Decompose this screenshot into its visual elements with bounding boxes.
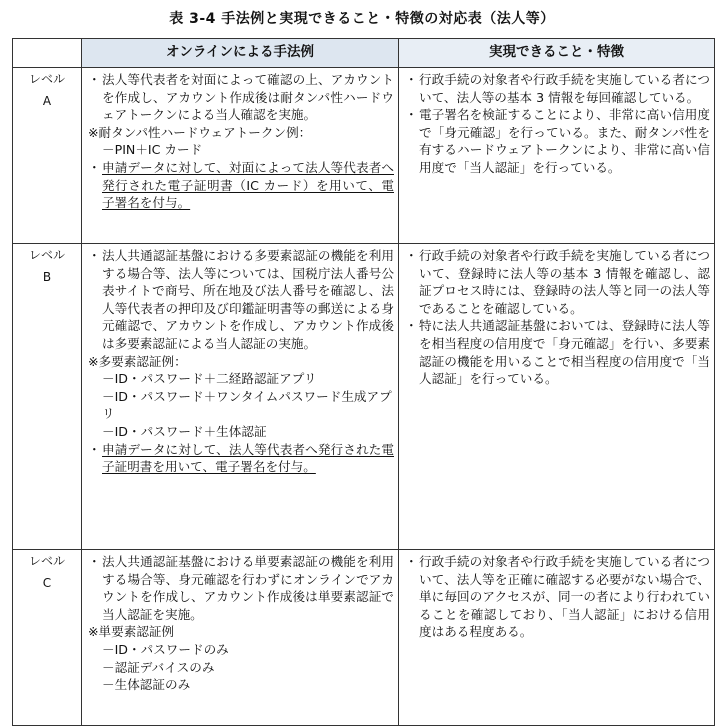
method-item: ・ 申請データに対して、対面によって法人等代表者へ発行された電子証明書（IC カード）を用いて、電子署名を付与。 xyxy=(88,159,394,212)
level-letter: B xyxy=(42,270,52,284)
level-label: レベル xyxy=(28,248,65,262)
features-list xyxy=(405,247,710,388)
level-letter: A xyxy=(42,94,52,108)
feature-item: ・ 特に法人共通認証基盤においては、登録時に法人等を相当程度の信用度で「身元確認」を行い、多要素認証の機能を用いることで相当程度の信用度で「当人認証」を行っている。 xyxy=(405,317,710,387)
example-line: －ID・パスワード＋二経路認証アプリ xyxy=(102,371,317,387)
features-list xyxy=(405,553,710,641)
level-letter: C xyxy=(42,576,52,590)
table-row-level-b xyxy=(13,244,715,550)
features-cell-a xyxy=(399,68,715,244)
methods-cell-a xyxy=(82,68,399,244)
example-line: －PIN＋IC カード xyxy=(102,142,203,158)
methods-list xyxy=(88,71,394,124)
example-heading: ※耐タンパ性ハードウェアトークン例： xyxy=(88,124,312,140)
table-title: 表 3-4 手法例と実現できること・特徴の対応表（法人等） xyxy=(169,11,555,27)
example-line: －認証デバイスのみ xyxy=(102,659,215,675)
level-label: レベル xyxy=(28,72,65,86)
method-item: ・ 申請データに対して、法人等代表者へ発行された電子証明書を用いて、電子署名を付与。 xyxy=(88,441,394,476)
example-heading: ※多要素認証例： xyxy=(88,353,187,369)
feature-item: ・ 電子署名を検証することにより、非常に高い信用度で「身元確認」を行っている。また、耐タンパ性を有するハードウェアトークンにより、非常に高い信用度で「当人認証」を行っている。 xyxy=(405,106,710,176)
features-cell-b xyxy=(399,244,715,550)
example-line: －ID・パスワード＋生体認証 xyxy=(102,423,267,439)
methods-cell-c xyxy=(82,550,399,726)
level-cell-a xyxy=(13,68,82,244)
level-cell-b xyxy=(13,244,82,550)
feature-item: ・ 行政手続の対象者や行政手続を実施している者について、法人等を正確に確認する必要がない場合で、単に毎回のアクセスが、同一の者により行われていることを確認しており、「当人認証」における信用度はある程度ある。 xyxy=(405,553,710,641)
example-line: －生体認証のみ xyxy=(102,677,191,693)
example-line: －ID・パスワードのみ xyxy=(102,641,229,657)
methods-list xyxy=(88,553,394,623)
methods-cell-b xyxy=(82,244,399,550)
table-row-level-c xyxy=(13,550,715,726)
methods-column-header: オンラインによる手法例 xyxy=(82,39,399,68)
methods-list xyxy=(88,159,394,212)
features-list xyxy=(405,71,710,177)
method-item: ・ 法人等代表者を対面によって確認の上、アカウントを作成し、アカウント作成後は耐タンパ性ハードウェアトークンによる当人確認を実施。 xyxy=(88,71,394,124)
level-label: レベル xyxy=(28,554,65,568)
correspondence-table xyxy=(12,38,715,726)
feature-item: ・ 行政手続の対象者や行政手続を実施している者について、登録時に法人等の基本 3 情報を確認し、認証プロセス時には、登録時の法人等と同一の法人等であることを確認している。 xyxy=(405,247,710,317)
example-line: －ID・パスワード＋ワンタイムパスワード生成アプリ xyxy=(102,388,392,422)
methods-list xyxy=(88,247,394,353)
header-row xyxy=(13,39,715,68)
example-heading: ※単要素認証例 xyxy=(88,624,175,640)
feature-item: ・ 行政手続の対象者や行政手続を実施している者について、法人等の基本 3 情報を毎回確認している。 xyxy=(405,71,710,106)
method-item: ・ 法人共通認証基盤における多要素認証の機能を利用する場合等、法人等については、国税庁法人番号公表サイトで商号、所在地及び法人番号を確認し、法人等代表者の押印及び印鑑証明書等の郵送による身元確認で、アカウントを作成し、アカウント作成後は多要素認証による当人認証の実施。 xyxy=(88,247,394,353)
level-cell-c xyxy=(13,550,82,726)
table-row-level-a xyxy=(13,68,715,244)
methods-list xyxy=(88,441,394,476)
features-column-header: 実現できること・特徴 xyxy=(399,39,715,68)
level-column-header xyxy=(13,39,82,68)
features-cell-c xyxy=(399,550,715,726)
method-item: ・ 法人共通認証基盤における単要素認証の機能を利用する場合等、身元確認を行わずにオンラインでアカウントを作成し、アカウント作成後は単要素認証で当人認証を実施。 xyxy=(88,553,394,623)
